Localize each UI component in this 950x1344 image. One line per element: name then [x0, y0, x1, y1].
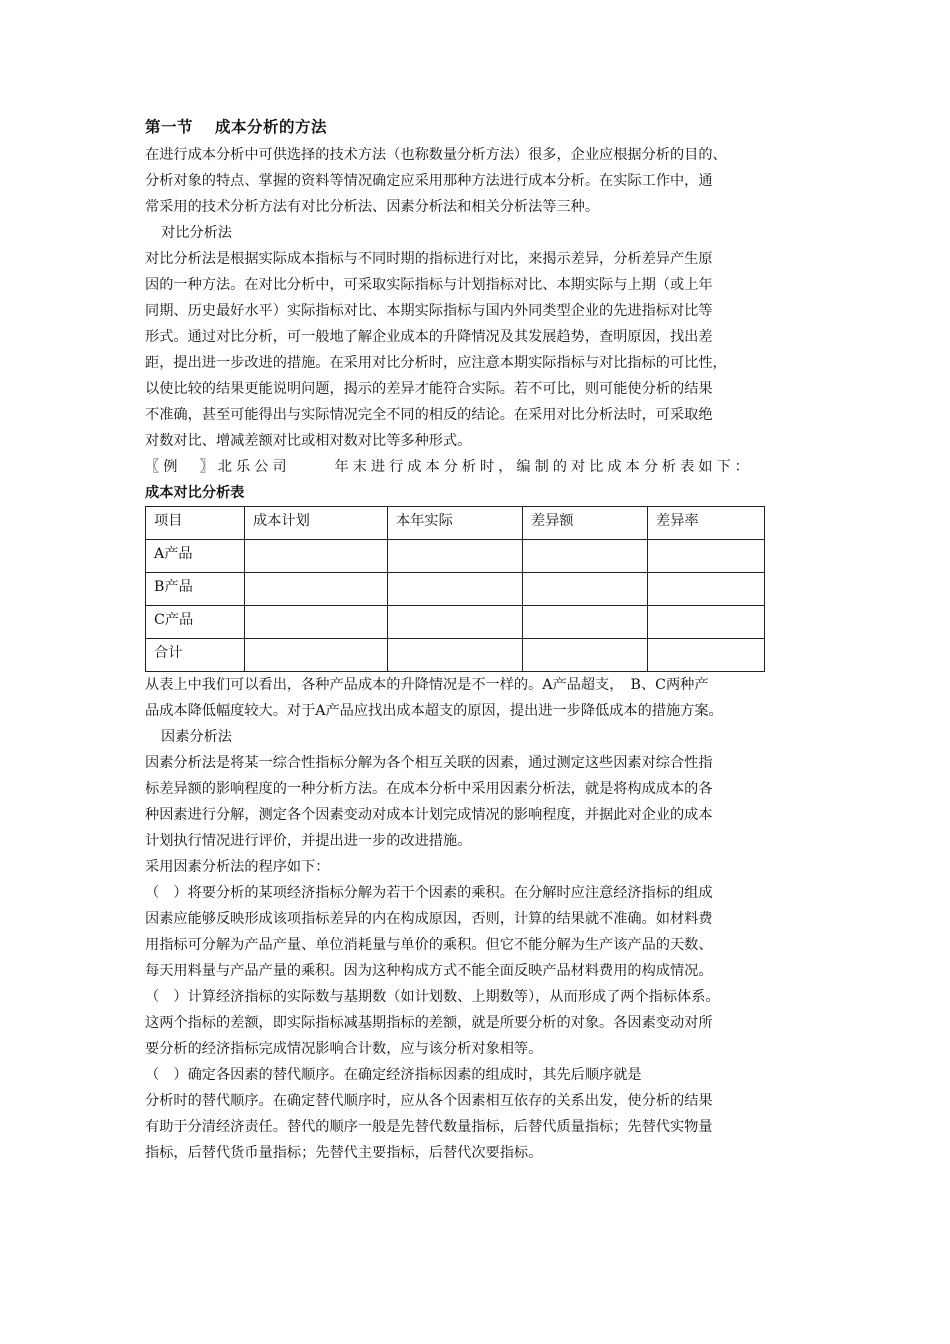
table-cell	[245, 540, 388, 573]
intro-line: 分析对象的特点、掌握的资料等情况确定应采用那种方法进行成本分析。在实际工作中，通	[145, 173, 713, 189]
factor-heading: 因素分析法	[161, 729, 232, 745]
comparison-line: 不准确，甚至可能得出与实际情况完全不同的相反的结论。在采用对比分析法时，可采取绝	[145, 407, 713, 423]
table-cell	[648, 540, 765, 573]
factor-line: 因素分析法是将某一综合性指标分解为各个相互关联的因素，通过测定这些因素对综合性指	[145, 755, 713, 771]
table-cell	[648, 639, 765, 672]
factor-line: 分析时的替代顺序。在确定替代顺序时，应从各个因素相互依存的关系出发，使分析的结果	[145, 1093, 713, 1109]
table-row	[146, 540, 765, 573]
table-row	[146, 639, 765, 672]
table-cell	[648, 606, 765, 639]
factor-line: 这两个指标的差额，即实际指标减基期指标的差额，就是所要分析的对象。各因素变动对所	[145, 1015, 713, 1031]
table-cell	[245, 639, 388, 672]
table-row	[146, 606, 765, 639]
factor-line: 有助于分清经济责任。替代的顺序一般是先替代数量指标，后替代质量指标；先替代实物量	[145, 1119, 713, 1135]
example-label: 〖例 〗北乐公司	[145, 459, 291, 475]
table-cell	[523, 639, 648, 672]
table-header-row	[146, 507, 765, 540]
factor-line: 指标，后替代货币量指标；先替代主要指标，后替代次要指标。	[145, 1145, 543, 1161]
table-cell	[388, 639, 523, 672]
factor-line: 要分析的经济指标完成情况影响合计数，应与该分析对象相等。	[145, 1041, 543, 1057]
factor-line: 标差异额的影响程度的一种分析方法。在成本分析中采用因素分析法，就是将构成成本的各	[145, 781, 713, 797]
section-title	[145, 112, 809, 142]
table-cell	[245, 606, 388, 639]
factor-line: （ ）确定各因素的替代顺序。在确定经济指标因素的组成时，其先后顺序就是	[145, 1067, 642, 1083]
factor-line: 计划执行情况进行评价，并提出进一步的改进措施。	[145, 833, 472, 849]
comparison-line: 形式。通过对比分析，可一般地了解企业成本的升降情况及其发展趋势，查明原因，找出差	[145, 329, 713, 345]
table-cell	[523, 573, 648, 606]
table-cell	[245, 573, 388, 606]
section-number: 第一节	[145, 118, 194, 136]
table-cell	[648, 573, 765, 606]
cost-comparison-table	[145, 506, 765, 672]
table-cell	[388, 606, 523, 639]
factor-line: 每天用料量与产品产量的乘积。因为这种构成方式不能全面反映产品材料费用的构成情况。	[145, 963, 713, 979]
table-cell	[388, 573, 523, 606]
table-cell	[388, 540, 523, 573]
intro-line: 常采用的技术分析方法有对比分析法、因素分析法和相关分析法等三种。	[145, 199, 600, 215]
example-text: 年末进行成本分析时，编制的对比成本分析表如下：	[334, 459, 753, 475]
section-title-text: 成本分析的方法	[215, 118, 328, 136]
comparison-line: 对比分析法是根据实际成本指标与不同时期的指标进行对比，来揭示差异，分析差异产生原	[145, 251, 713, 267]
comparison-line: 距，提出进一步改进的措施。在采用对比分析时，应注意本期实际指标与对比指标的可比性，	[145, 355, 727, 371]
factor-line: 因素应能够反映形成该项指标差异的内在构成原因，否则，计算的结果就不准确。如材料费	[145, 911, 713, 927]
table-header-cell: 本年实际	[388, 507, 523, 540]
comparison-line: 以使比较的结果更能说明问题，揭示的差异才能符合实际。若不可比，则可能使分析的结果	[145, 381, 713, 397]
factor-line: 种因素进行分解，测定各个因素变动对成本计划完成情况的影响程度，并据此对企业的成本	[145, 807, 713, 823]
factor-line: （ ）计算经济指标的实际数与基期数（如计划数、上期数等），从而形成了两个指标体系。	[145, 989, 720, 1005]
table-header-cell: 成本计划	[245, 507, 388, 540]
table-header-cell: 项目	[146, 507, 245, 540]
comparison-line: 对数对比、增减差额对比或相对数对比等多种形式。	[145, 433, 472, 449]
document-page	[145, 112, 809, 1166]
table-row	[146, 573, 765, 606]
intro-line: 在进行成本分析中可供选择的技术方法（也称数量分析方法）很多，企业应根据分析的目的、	[145, 147, 727, 163]
after-table-line: 从表上中我们可以看出，各种产品成本的升降情况是不一样的。A产品超支， B、C两种产	[145, 677, 709, 693]
comparison-line: 因的一种方法。在对比分析中，可采取实际指标与计划指标对比、本期实际与上期（或上年	[145, 277, 713, 293]
factor-line: （ ）将要分析的某项经济指标分解为若干个因素的乘积。在分解时应注意经济指标的组成	[145, 885, 713, 901]
factor-line: 用指标可分解为产品产量、单位消耗量与单价的乘积。但它不能分解为生产该产品的天数、	[145, 937, 713, 953]
table-cell: 合计	[146, 639, 245, 672]
comparison-heading: 对比分析法	[161, 225, 232, 241]
table-cell: A产品	[146, 540, 245, 573]
factor-line: 采用因素分析法的程序如下：	[145, 859, 330, 875]
comparison-line: 同期、历史最好水平）实际指标对比、本期实际指标与国内外同类型企业的先进指标对比等	[145, 303, 713, 319]
table-title: 成本对比分析表	[145, 485, 245, 501]
table-cell: C产品	[146, 606, 245, 639]
table-header-cell: 差异率	[648, 507, 765, 540]
table-header-cell: 差异额	[523, 507, 648, 540]
table-cell: B产品	[146, 573, 245, 606]
table-cell	[523, 540, 648, 573]
after-table-line: 品成本降低幅度较大。对于A产品应找出成本超支的原因，提出进一步降低成本的措施方案。	[145, 703, 723, 719]
table-cell	[523, 606, 648, 639]
example-line	[145, 454, 809, 480]
